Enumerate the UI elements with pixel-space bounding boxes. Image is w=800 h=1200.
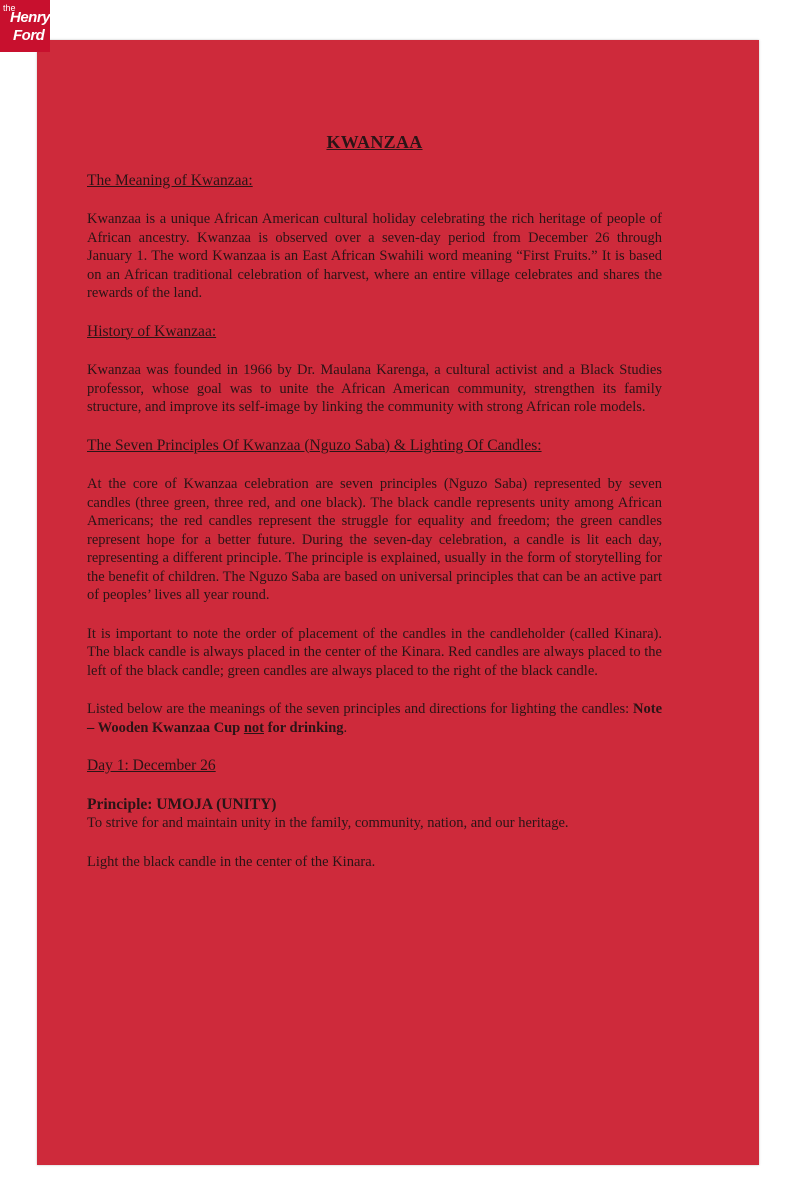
paragraph-meaning: Kwanzaa is a unique African American cultural holiday celebrating the rich heritage of people of African ancestry. Kwanzaa is observed over a seven-day period from December 26 through January 1. The word Kwanzaa is an East African Swahili word meaning “First Fruits.” It is based on an African traditional celebration of harvest, where an entire village celebrates and shares the rewards of the land. <box>87 211 662 301</box>
document-title: KWANZAA <box>326 132 423 152</box>
logo-henry: Henry <box>10 9 51 26</box>
logo-ford: Ford <box>13 27 45 44</box>
principle-description: To strive for and maintain unity in the family, community, nation, and our heritage. <box>87 815 569 831</box>
section-heading-principles: The Seven Principles Of Kwanzaa (Nguzo Saba) & Lighting Of Candles: <box>87 436 542 454</box>
principle-title: Principle: UMOJA (UNITY) <box>87 795 277 813</box>
paragraph-candle-order: It is important to note the order of placement of the candles in the candleholder (called Kinara). The black candle is always placed in the center of the Kinara. Red candles are always placed to the left of the black candle; green candles are always placed to the right of the black candle. <box>87 625 662 679</box>
cup-note-prefix: Note – Wooden Kwanzaa Cup <box>87 701 663 736</box>
paragraph-listed-below <box>87 700 662 737</box>
document-content <box>87 133 662 891</box>
day-heading: Day 1: December 26 <box>87 757 216 774</box>
paragraph-principles-core: At the core of Kwanzaa celebration are seven principles (Nguzo Saba) represented by seven candles (three green, three red, and one black). The black candle represents unity among African Americans; the red candles represent the struggle for equality and freedom; the green candles represent hope for a better future. During the seven-day celebration, a candle is lit each day, representing a different principle. The principle is explained, usually in the form of storytelling for the benefit of children. The Nguzo Saba are based on universal principles that can be an active part of peoples’ lives all year round. <box>87 476 662 603</box>
candle-instruction: Light the black candle in the center of the Kinara. <box>87 853 376 870</box>
henry-ford-logo <box>0 0 50 52</box>
section-heading-meaning: The Meaning of Kwanzaa: <box>87 171 253 189</box>
cup-note-not: not <box>243 719 265 736</box>
cup-note-end: . <box>343 719 348 736</box>
paragraph-history: Kwanzaa was founded in 1966 by Dr. Maulana Karenga, a cultural activist and a Black Studies professor, whose goal was to unite the African American community, strengthen its family structure, and improve its self-image by linking the community with strong African role models. <box>87 362 662 415</box>
listed-intro: Listed below are the meanings of the seven principles and directions for lighting the candles: <box>87 701 630 717</box>
section-heading-history: History of Kwanzaa: <box>87 322 217 340</box>
logo-the: the <box>3 3 16 13</box>
cup-note-suffix: for drinking <box>267 719 344 736</box>
